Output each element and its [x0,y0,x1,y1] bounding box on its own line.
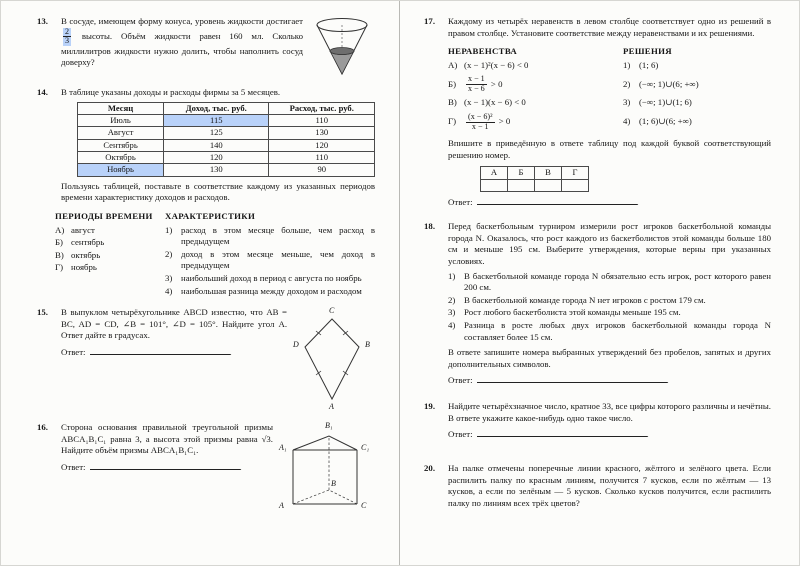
answer-line [477,429,649,440]
periods-column [55,206,155,298]
statement-label: 2) [448,294,456,305]
period-item [55,225,155,237]
cone-figure [309,16,375,78]
statement-text: Рост любого баскетболиста этой команды меньше 195 см. [464,307,681,318]
characteristic-item [165,249,375,272]
answer-row [61,462,273,474]
solution-item-1 [623,60,771,72]
answer-label: Ответ: [448,196,473,207]
answer-label: Ответ: [448,375,473,386]
vertex-label-b: B [365,340,370,350]
left-page [1,1,400,565]
periods-title: ПЕРИОДЫ ВРЕМЕНИ [55,210,153,221]
inequality-label: А) [448,59,458,70]
problem-16-number: 16. [37,422,48,433]
characteristic-text: доход в этом месяце меньше, чем доход в предыдущем [181,248,376,271]
table-row [78,164,375,176]
period-label: А) [55,224,65,235]
grid-letter-b: Б [508,167,535,179]
vertex-label-a: A [279,501,284,511]
characteristic-text: расход в этом месяце больше, чем расход в предыдущем [181,224,376,247]
answer-period: . [239,461,242,472]
answer-grid [480,166,589,191]
cell-income: 125 [164,127,269,139]
statement-label: 3) [448,307,456,318]
answer-line [477,197,637,205]
table-header-row [78,102,375,114]
inequality-matching-block [448,41,771,135]
table-row [78,127,375,139]
grid-cell-empty [562,179,589,191]
cell-month: Август [78,127,164,139]
fraction-numerator: x − 1 [468,74,485,84]
statement-text: Разница в росте любых двух игроков баскетбольной команды города N составляет более 15 см. [464,320,771,342]
answer-grid-empty-row [481,179,589,191]
fraction-denominator: 3 [65,36,70,46]
problem-19 [424,401,771,441]
cell-income: 130 [164,164,269,176]
vertex-label-c: C [329,306,335,316]
vertex-label-d: D [293,340,299,350]
col-header-income: Доход, тыс. руб. [164,102,269,114]
problem-15 [37,307,375,413]
problem-15-number: 15. [37,307,48,318]
problem-17-fill-instruction: Впишите в приведённую в ответе таблицу под каждой буквой соответствующий решению номер. [448,137,771,160]
vertex-label-a1: A₁ [279,443,287,453]
inequality-label: В) [448,97,457,108]
answer-label: Ответ: [448,429,473,440]
fraction-numerator: (x − 6)² [468,112,493,122]
problem-18 [424,221,771,387]
answer-label: Ответ: [61,346,86,357]
problem-13-text-before: В сосуде, имеющем форму конуса, уровень жидкости достигает [61,16,304,26]
matching-block [55,206,375,298]
period-text: сентябрь [71,237,105,248]
inequality-fraction [466,113,494,131]
statement-text: В баскетбольной команде города N обязательно есть игрок, рост которого равен 200 см. [464,270,771,293]
inequality-item-v [448,97,615,109]
period-item [55,262,155,274]
quadrilateral-figure [293,307,375,413]
problem-17-number: 17. [424,16,436,26]
problem-17-intro: Каждому из четырёх неравенств в левом столбце соответствует одно из решений в правом столбце. Установите соответствие между неравенствами и их решениями. [448,16,771,38]
statement-label: 4) [448,320,456,331]
solution-text: (1; 6) [639,59,659,70]
vertex-label-b: B [331,479,336,489]
inequality-label: Г) [448,116,457,127]
grid-letter-g: Г [562,167,589,179]
characteristic-text: наибольшая разница между доходом и расходом [181,285,362,296]
statement-item [448,295,771,307]
fraction-two-thirds [63,28,71,46]
prism-drawing [289,430,361,512]
problem-17 [424,16,771,208]
problem-16-text: Сторона основания правильной треугольной призмы ABCA₁B₁C₁ равна 3, а высота этой призмы равна √3. Найдите объём призмы ABCA₁B₁C₁. [61,422,274,456]
cell-expense: 90 [269,164,375,176]
grid-cell-empty [508,179,535,191]
statement-text: В баскетбольной команде города N нет игроков с ростом 179 см. [464,294,706,305]
problem-20-number: 20. [424,462,436,473]
answer-period: . [666,375,669,386]
problem-13-text-after: высоты. Объём жидкости равен 160 мл. Сколько миллилитров жидкости нужно долить, чтобы наполнить сосуд доверху? [61,30,304,68]
statement-label: 1) [448,270,456,281]
vertex-label-a: A [329,402,334,412]
problem-14-instruction: Пользуясь таблицей, поставьте в соответствие каждому из указанных периодов времени характеристику доходов и расходов. [61,180,376,203]
solution-label: 4) [623,116,631,127]
answer-row [448,429,771,441]
inequality-item-a [448,60,615,72]
answer-period: . [646,429,649,440]
characteristic-item [165,286,375,298]
prism-figure [279,422,375,522]
characteristic-label: 4) [165,285,173,296]
solution-label: 2) [623,78,631,89]
characteristic-text: наибольший доход в период с августа по ноябрь [181,272,362,283]
problem-15-text: В выпуклом четырёхугольнике ABCD известно, что AB = BC, AD = CD, ∠B = 101°, ∠D = 105°. Найдите угол A. Ответ дайте в градусах. [61,307,288,341]
inequality-label: Б) [448,78,456,89]
income-expense-table [77,102,375,177]
solution-text: (−∞; 1)∪(1; 6) [639,97,692,108]
problem-18-intro: Перед баскетбольным турниром измерили рост игроков баскетбольной команды города N. Оказалось, что рост каждого из баскетболистов этой команды больше 180 см и меньше 195 см. Выберите утверждения, которые верны при указанных условиях. [448,221,771,266]
period-label: Б) [55,237,63,248]
solution-item-3 [623,97,771,109]
period-item [55,237,155,249]
statement-item [448,307,771,319]
solution-item-4 [623,113,771,131]
answer-line [90,462,240,470]
problem-18-outro: В ответе запишите номера выбранных утверждений без пробелов, запятых и других дополнительных символов. [448,347,771,369]
characteristic-label: 1) [165,224,173,235]
answer-row [448,197,771,209]
period-text: ноябрь [71,262,97,273]
table-row [78,151,375,163]
answer-label: Ответ: [61,461,86,472]
solutions-title: РЕШЕНИЯ [623,46,672,57]
inequality-expression: (x − 1)²(x − 6) < 0 [464,59,529,70]
characteristic-label: 2) [165,248,173,259]
answer-line [90,347,230,355]
characteristics-column [165,206,375,298]
problem-18-number: 18. [424,221,436,232]
problem-19-number: 19. [424,401,436,412]
inequality-item-b [448,75,615,93]
fraction-numerator: 2 [65,26,70,36]
cell-expense: 130 [269,127,375,139]
inequality-relation: > 0 [490,78,503,89]
solution-text: (−∞; 1)∪(6; +∞) [639,78,699,89]
characteristic-item [165,225,375,248]
cell-month: Сентябрь [78,139,164,151]
fraction-denominator: x − 6 [468,83,485,93]
statement-item [448,320,771,343]
cell-income: 115 [164,114,269,126]
statements-list [448,271,771,344]
characteristic-item [165,273,375,285]
problem-14-intro: В таблице указаны доходы и расходы фирмы за 5 месяцев. [61,87,281,97]
table-row [78,139,375,151]
period-text: октябрь [71,249,101,260]
problem-20 [424,463,771,511]
inequality-expression: (x − 1)(x − 6) < 0 [464,97,526,108]
answer-grid-letters-row [481,167,589,179]
answer-period: . [229,346,232,357]
period-label: В) [55,249,64,260]
vertex-label-c1: C₁ [361,443,370,453]
inequality-fraction [466,75,487,93]
problem-19-text: Найдите четырёхзначное число, кратное 33, все цифры которого различны и нечётны. В ответе укажите какое-нибудь одно такое число. [448,401,771,423]
answer-row [448,375,771,387]
table-row [78,114,375,126]
col-header-expense: Расход, тыс. руб. [269,102,375,114]
vertex-label-c: C [361,501,367,511]
grid-cell-empty [481,179,508,191]
answer-period: . [636,196,639,207]
problem-13-text [61,16,303,78]
problem-14-number: 14. [37,87,48,97]
solution-label: 3) [623,97,631,108]
period-item [55,250,155,262]
cell-income: 140 [164,139,269,151]
problem-13 [37,16,375,78]
answer-line [477,375,669,386]
period-label: Г) [55,262,64,273]
cell-income: 120 [164,151,269,163]
solution-label: 1) [623,59,631,70]
col-header-month: Месяц [78,102,164,114]
problem-16 [37,422,375,522]
problem-13-number: 13. [37,16,48,26]
inequality-item-g [448,113,615,131]
grid-letter-a: А [481,167,508,179]
cell-expense: 110 [269,114,375,126]
cell-month: Ноябрь [78,164,164,176]
quadrilateral-drawing [301,317,363,401]
vertex-label-b1: B₁ [325,421,333,431]
problem-20-text: На палке отмечены поперечные линии красного, жёлтого и зелёного цвета. Если распилить палку по красным линиям, получится 7 кусков, если по жёлтым — 13 кусков, а если по зелёным — 5 кусков. Сколько кусков получится, если распилить палку по линиям всех трёх цветов? [448,462,771,508]
solution-item-2 [623,75,771,93]
period-text: август [71,224,95,235]
characteristics-title: ХАРАКТЕРИСТИКИ [165,210,256,221]
right-page [400,1,799,565]
grid-letter-v: В [535,167,562,179]
cell-expense: 110 [269,151,375,163]
cone-drawing [309,16,375,78]
problem-14 [37,87,375,298]
grid-cell-empty [535,179,562,191]
solution-text: (1; 6)∪(6; +∞) [639,116,692,127]
inequality-relation: > 0 [498,116,511,127]
statement-item [448,271,771,294]
cell-expense: 120 [269,139,375,151]
characteristic-label: 3) [165,272,173,283]
inequalities-title: НЕРАВЕНСТВА [448,46,518,57]
answer-row [61,347,287,359]
cell-month: Октябрь [78,151,164,163]
fraction-denominator: x − 1 [471,121,489,131]
cell-month: Июль [78,114,164,126]
